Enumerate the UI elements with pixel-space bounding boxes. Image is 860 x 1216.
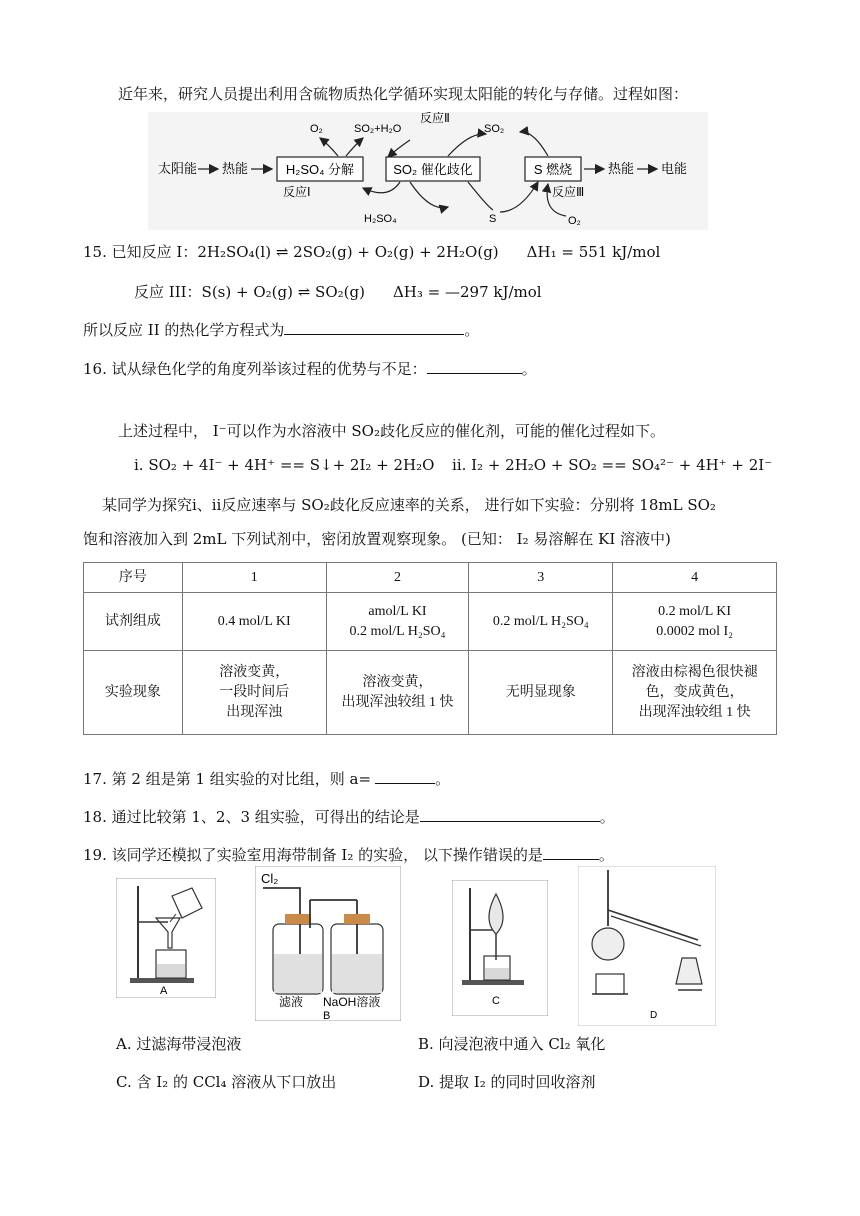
label-a: A [160,985,168,997]
cell-line: amol/L KI [368,603,427,619]
apparatus-d-distillation-image [578,866,716,1026]
q17-end: 。 [435,770,451,788]
heat-right-label: 热能 [608,161,635,176]
option-b[interactable]: B. 向浸泡液中通入 Cl₂ 氧化 [418,1035,606,1053]
cell-line: 色，变成黄色， [645,684,744,700]
q17-question: 17. 第 2 组是第 1 组实验的对比组，则 a= [83,770,372,788]
cell-line: 0.2 mol/L KI [658,603,732,619]
cell-line: 一段时间后 [219,684,290,700]
apparatus-b-cl2-image [255,866,401,1021]
apparatus-a-filtration-image [116,878,216,998]
table-cell [613,593,777,651]
q15-answer-blank[interactable] [284,319,464,335]
q15-line3 [83,319,479,340]
table-row-observation [84,651,777,735]
q15-line2 [134,281,542,302]
sulfur-cycle-diagram [148,112,708,230]
q17-answer-blank[interactable] [375,768,435,784]
cell-line: 0.2 mol/L H₂SO₄ [349,623,446,639]
intro-text: 近年来，研究人员提出利用含硫物质热化学循环实现太阳能的转化与存储。过程如图： [118,85,689,103]
table-header-row [84,563,777,593]
q15-dh1: ΔH₁ = 551 kJ/mol [526,243,661,261]
q15-eq3: S(s) + O₂(g) ⇌ SO₂(g) [201,283,365,301]
q15-prefix: 15. 已知反应 I： [83,243,198,261]
row-label: 实验现象 [84,651,183,735]
heat-left-label: 热能 [222,161,249,176]
q15-line1 [83,241,660,262]
option-d[interactable]: D. 提取 I₂ 的同时回收溶剂 [418,1073,596,1091]
q16-end: 。 [521,360,537,378]
so2-top-label: SO₂ [484,123,505,135]
header-cell: 2 [326,563,469,593]
s-label: S [489,213,497,225]
q18-answer-blank[interactable] [420,806,600,822]
apparatus-c-separatory-funnel-image [452,880,548,1016]
box3-label: S 燃烧 [533,162,573,177]
cell-line: 出现浑浊较组 1 快 [638,704,751,720]
q15-eq1: 2H₂SO₄(l) ⇌ 2SO₂(g) + O₂(g) + 2H₂O(g) [197,243,499,261]
q19-end: 。 [598,846,614,864]
cell-line: 0.0002 mol I₂ [656,623,734,639]
para-p2b: 饱和溶液加入到 2mL 下列试剂中，密闭放置观察现象。 (已知： I₂ 易溶解在 KI 溶液中) [83,530,671,548]
reaction3-label: 反应Ⅲ [552,185,585,199]
label-naoh: NaOH溶液 [323,995,381,1009]
q19-line [83,844,614,865]
rxn-ii: ⅱ. I₂ + 2H₂O + SO₂ == SO₄²⁻ + 4H⁺ + 2I⁻ [452,456,773,474]
row-label: 试剂组成 [84,593,183,651]
header-cell: 4 [613,563,777,593]
experiment-table [83,562,777,735]
q15-dh3: ΔH₃ = —297 kJ/mol [392,283,542,301]
header-cell: 序号 [84,563,183,593]
cell-line: 出现浑浊较组 1 快 [341,694,454,710]
table-cell [326,593,469,651]
q18-question: 18. 通过比较第 1、2、3 组实验，可得出的结论是 [83,808,420,826]
q15-prefix2: 反应 III： [134,283,202,301]
label-cl2: Cl₂ [261,871,279,886]
q16-line [83,358,537,379]
option-c[interactable]: C. 含 I₂ 的 CCl₄ 溶液从下口放出 [116,1073,337,1091]
h2so4-label: H₂SO₄ [364,213,397,225]
cell-line: 溶液变黄， [219,664,290,680]
label-b: B [323,1010,331,1021]
cell-line: 溶液变黄， [362,674,433,690]
q19-question: 19. 该同学还模拟了实验室用海带制备 I₂ 的实验， 以下操作错误的是 [83,846,543,864]
table-cell [326,651,469,735]
so2h2o-label: SO₂+H₂O [354,123,402,135]
rxn-i: ⅰ. SO₂ + 4I⁻ + 4H⁺ == S↓+ 2I₂ + 2H₂O [134,456,435,474]
reaction1-label: 反应Ⅰ [283,185,311,199]
label-filtrate: 滤液 [279,995,304,1009]
q16-answer-blank[interactable] [427,358,522,374]
label-c: C [492,995,500,1007]
q18-end: 。 [599,808,615,826]
header-cell: 1 [182,563,326,593]
q15-question: 所以反应 II 的热化学方程式为 [83,321,285,339]
para-p2a: 某同学为探究ⅰ、ⅱ反应速率与 SO₂歧化反应速率的关系， 进行如下实验：分别将 18mL SO₂ [102,496,716,514]
table-cell [613,651,777,735]
o2-bottom-label: O₂ [568,215,581,227]
table-cell: 0.2 mol/L H₂SO₄ [469,593,613,651]
q16-question: 16. 试从绿色化学的角度列举该过程的优势与不足： [83,360,427,378]
table-row-composition [84,593,777,651]
reaction2-label: 反应Ⅱ [420,112,450,125]
header-cell: 3 [469,563,613,593]
cell-line: 溶液由棕褐色很快褪 [631,664,758,680]
solar-label: 太阳能 [158,161,198,176]
q15-end: 。 [464,321,480,339]
electric-label: 电能 [661,161,688,176]
q17-line [83,768,450,789]
q19-answer-blank[interactable] [543,844,599,860]
table-cell [182,651,326,735]
para-p1: 上述过程中， I⁻可以作为水溶液中 SO₂歧化反应的催化剂，可能的催化过程如下。 [118,422,665,440]
box2-label: SO₂ 催化歧化 [393,162,473,177]
option-a[interactable]: A. 过滤海带浸泡液 [116,1035,242,1053]
box1-label: H₂SO₄ 分解 [285,162,355,177]
label-d: D [650,1010,658,1021]
table-cell: 无明显现象 [469,651,613,735]
cell-line: 出现浑浊 [226,704,283,720]
q18-line [83,806,615,827]
table-cell: 0.4 mol/L KI [182,593,326,651]
o2-top-label: O₂ [310,123,323,135]
